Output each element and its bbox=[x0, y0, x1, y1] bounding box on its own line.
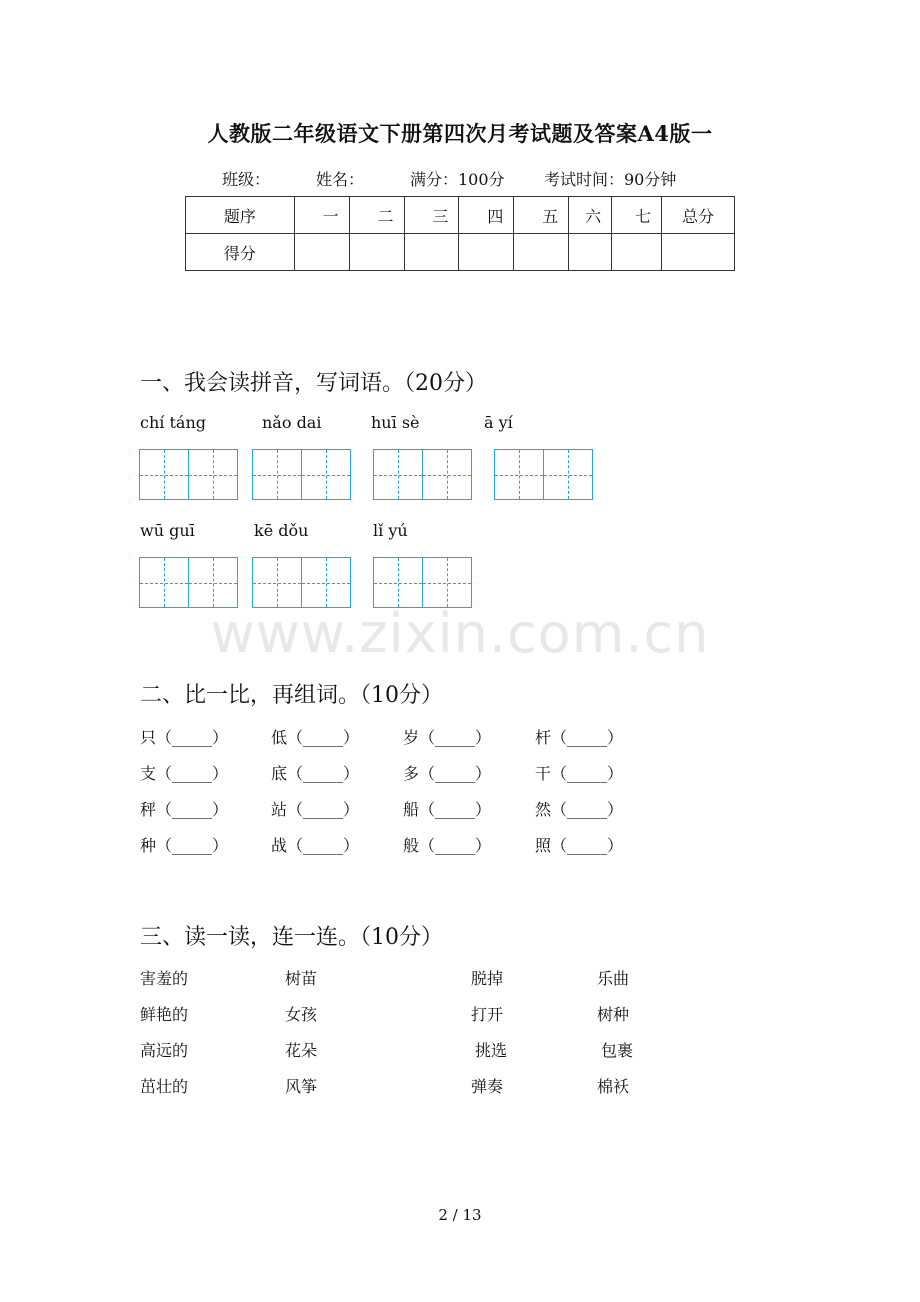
writing-grid[interactable] bbox=[139, 449, 238, 500]
exam-time-label: 考试时间：90分钟 bbox=[544, 170, 677, 189]
score-table-header-row bbox=[186, 197, 735, 234]
compare-item[interactable]: 般（_____） bbox=[403, 836, 492, 855]
match-word[interactable]: 茁壮的 bbox=[140, 1077, 189, 1096]
match-word[interactable]: 挑选 bbox=[475, 1041, 508, 1060]
match-word[interactable]: 风筝 bbox=[285, 1077, 318, 1096]
pinyin-label: wū guī bbox=[140, 521, 195, 540]
header-cell-6: 六 bbox=[569, 197, 612, 234]
match-word[interactable]: 高远的 bbox=[140, 1041, 189, 1060]
header-cell-total: 总分 bbox=[662, 197, 735, 234]
match-word[interactable]: 害羞的 bbox=[140, 969, 189, 988]
score-input-cell[interactable] bbox=[662, 234, 735, 271]
full-score-label: 满分：100分 bbox=[410, 170, 505, 189]
header-cell-7: 七 bbox=[612, 197, 662, 234]
match-word[interactable]: 树苗 bbox=[285, 969, 318, 988]
match-word[interactable]: 女孩 bbox=[285, 1005, 318, 1024]
match-word[interactable]: 棉袄 bbox=[597, 1077, 630, 1096]
class-label: 班级： bbox=[222, 170, 271, 189]
page-number: 2 / 13 bbox=[438, 1206, 482, 1224]
score-input-cell[interactable] bbox=[294, 234, 349, 271]
score-table bbox=[185, 196, 735, 271]
match-word[interactable]: 弹奏 bbox=[471, 1077, 504, 1096]
header-cell-3: 三 bbox=[404, 197, 459, 234]
pinyin-label: nǎo dai bbox=[262, 413, 322, 432]
compare-item[interactable]: 低（_____） bbox=[271, 728, 360, 747]
pinyin-label: huī sè bbox=[371, 413, 420, 432]
pinyin-label: ā yí bbox=[484, 413, 513, 432]
compare-item[interactable]: 干（_____） bbox=[535, 764, 624, 783]
match-word[interactable]: 花朵 bbox=[285, 1041, 318, 1060]
score-table-score-row bbox=[186, 234, 735, 271]
writing-grid[interactable] bbox=[139, 557, 238, 608]
header-cell-1: 一 bbox=[294, 197, 349, 234]
pinyin-label: chí táng bbox=[140, 413, 206, 432]
header-cell-2: 二 bbox=[349, 197, 404, 234]
compare-item[interactable]: 多（_____） bbox=[403, 764, 492, 783]
compare-item[interactable]: 只（_____） bbox=[140, 728, 229, 747]
compare-item[interactable]: 支（_____） bbox=[140, 764, 229, 783]
compare-item[interactable]: 战（_____） bbox=[271, 836, 360, 855]
compare-item[interactable]: 秤（_____） bbox=[140, 800, 229, 819]
pinyin-label: kē dǒu bbox=[254, 521, 309, 540]
compare-item[interactable]: 杆（_____） bbox=[535, 728, 624, 747]
compare-item[interactable]: 照（_____） bbox=[535, 836, 624, 855]
match-word[interactable]: 乐曲 bbox=[597, 969, 630, 988]
score-input-cell[interactable] bbox=[612, 234, 662, 271]
match-word[interactable]: 脱掉 bbox=[471, 969, 504, 988]
name-label: 姓名： bbox=[316, 170, 365, 189]
section1-heading: 一、我会读拼音，写词语。（20分） bbox=[140, 371, 487, 396]
compare-item[interactable]: 种（_____） bbox=[140, 836, 229, 855]
writing-grid[interactable] bbox=[494, 449, 593, 500]
score-input-cell[interactable] bbox=[459, 234, 514, 271]
match-word[interactable]: 鲜艳的 bbox=[140, 1005, 189, 1024]
compare-item[interactable]: 然（_____） bbox=[535, 800, 624, 819]
header-cell-4: 四 bbox=[459, 197, 514, 234]
score-input-cell[interactable] bbox=[404, 234, 459, 271]
score-input-cell[interactable] bbox=[569, 234, 612, 271]
writing-grid[interactable] bbox=[373, 449, 472, 500]
section2-heading: 二、比一比，再组词。（10分） bbox=[140, 683, 443, 708]
compare-item[interactable]: 底（_____） bbox=[271, 764, 360, 783]
compare-item[interactable]: 岁（_____） bbox=[403, 728, 492, 747]
header-cell-order: 题序 bbox=[186, 197, 295, 234]
header-cell-5: 五 bbox=[514, 197, 569, 234]
section3-heading: 三、读一读，连一连。（10分） bbox=[140, 925, 443, 950]
compare-item[interactable]: 船（_____） bbox=[403, 800, 492, 819]
match-word[interactable]: 树种 bbox=[597, 1005, 630, 1024]
match-word[interactable]: 包裹 bbox=[601, 1041, 634, 1060]
match-word[interactable]: 打开 bbox=[471, 1005, 504, 1024]
score-row-label: 得分 bbox=[186, 234, 295, 271]
watermark: www.zixin.com.cn bbox=[210, 602, 710, 665]
score-input-cell[interactable] bbox=[349, 234, 404, 271]
compare-item[interactable]: 站（_____） bbox=[271, 800, 360, 819]
writing-grid[interactable] bbox=[252, 557, 351, 608]
writing-grid[interactable] bbox=[252, 449, 351, 500]
score-input-cell[interactable] bbox=[514, 234, 569, 271]
pinyin-label: lǐ yú bbox=[373, 521, 408, 540]
writing-grid[interactable] bbox=[373, 557, 472, 608]
page-title: 人教版二年级语文下册第四次月考试题及答案A4版一 bbox=[207, 121, 713, 146]
